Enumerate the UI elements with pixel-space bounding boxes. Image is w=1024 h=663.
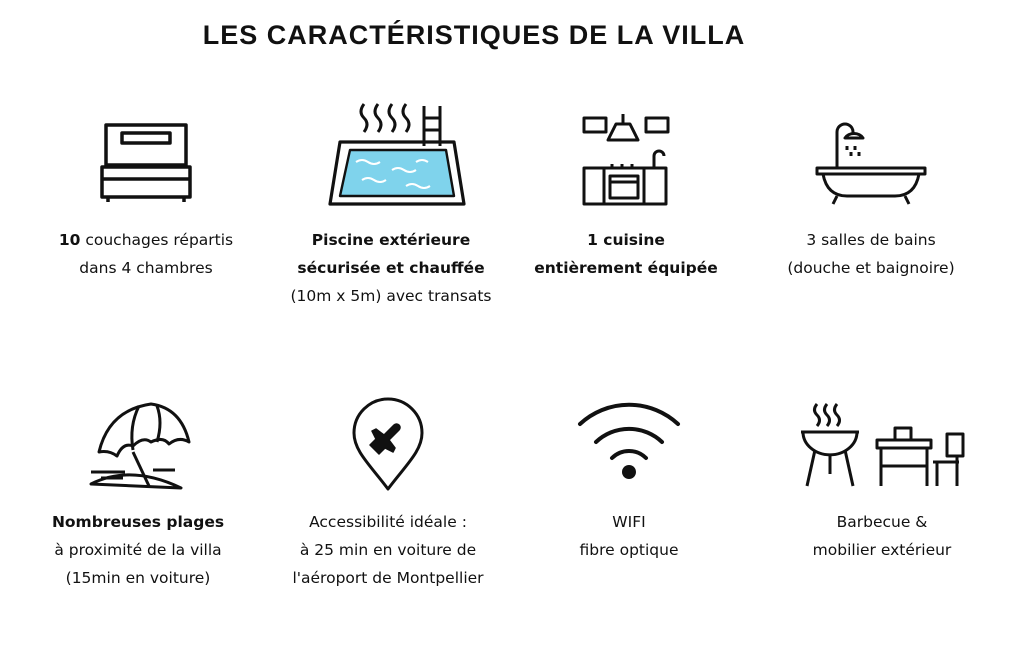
feature-text: Piscine extérieure sécurisée et chauffée (10m x 5m) avec transats (290, 231, 492, 305)
bathtub-icon (743, 110, 999, 220)
wifi-icon (501, 400, 757, 510)
page-title: LES CARACTÉRISTIQUES DE LA VILLA (202, 20, 746, 50)
pool-icon (263, 100, 519, 210)
bed-icon (18, 105, 274, 215)
feature-text: 1 cuisine entièrement équipée (534, 231, 718, 277)
feature-text: Accessibilité idéale : à 25 min en voiture de l'aéroport de Montpellier (292, 513, 484, 587)
feature-text: Barbecue & mobilier extérieur (812, 513, 952, 559)
feature-text: 3 salles de bains (douche et baignoire) (787, 231, 955, 277)
feature-text: 10 couchages répartis dans 4 chambres (58, 231, 234, 277)
beach-umbrella-icon (10, 398, 266, 508)
barbecue-furniture-icon (754, 400, 1010, 510)
feature-text: Nombreuses plages à proximité de la villa (15min en voiture) (51, 513, 225, 587)
airport-pin-icon (260, 395, 516, 505)
feature-text: WIFI fibre optique (579, 513, 679, 559)
kitchen-icon (498, 110, 754, 220)
